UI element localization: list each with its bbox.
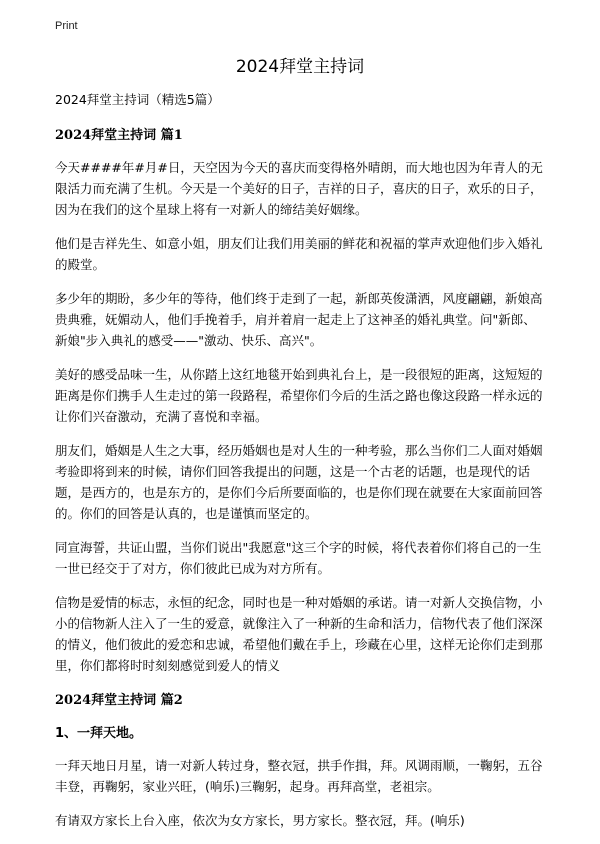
paragraph: 今天####年#月#日，天空因为今天的喜庆而变得格外晴朗，而大地也因为年青人的无限活力而充满了生机。今天是一个美好的日子，吉祥的日子，喜庆的日子，欢乐的日子，因为在我们的这个星球上将有一对新人的缔结美好姻缘。 <box>55 160 543 217</box>
document-subtitle: 2024拜堂主持词（精选5篇） <box>55 92 220 107</box>
paragraph: 有请双方家长上台入座，依次为女方家长，男方家长。整衣冠，拜。(响乐) <box>55 813 465 828</box>
paragraph: 一拜天地日月星，请一对新人转过身，整衣冠，拱手作揖，拜。风调雨顺，一鞠躬，五谷丰登，再鞠躬，家业兴旺，(响乐)三鞠躬，起身。再拜高堂，老祖宗。 <box>55 758 543 794</box>
paragraph: 信物是爱情的标志，永恒的纪念，同时也是一种对婚姻的承诺。请一对新人交换信物，小小的信物新人注入了一生的爱意，就像注入了一种新的生命和活力，信物代表了他们深深的情义，他们彼此的爱恋和忠诚，希望他们戴在手上，珍藏在心里，这样无论你们走到那里，你们都将时时刻刻感觉到爱人的情义 <box>55 595 543 673</box>
paragraph: 他们是吉祥先生、如意小姐，朋友们让我们用美丽的鲜花和祝福的掌声欢迎他们步入婚礼的殿堂。 <box>55 236 543 272</box>
print-label: Print <box>55 20 78 32</box>
paragraph: 美好的感受品味一生，从你踏上这红地毯开始到典礼台上，是一段很短的距离，这短短的距离是你们携手人生走过的第一段路程，希望你们今后的生活之路也像这段路一样永远的让你们兴奋激动，充满了喜悦和幸福。 <box>55 367 543 424</box>
page-title: 2024拜堂主持词 <box>235 57 365 77</box>
section-heading: 2024拜堂主持词 篇1 <box>55 128 183 143</box>
paragraph: 同宣海誓，共证山盟，当你们说出"我愿意"这三个字的时候，将代表着你们将自己的一生一世已经交于了对方，你们彼此已成为对方所有。 <box>55 540 542 576</box>
paragraph: 多少年的期盼，多少年的等待，他们终于走到了一起，新郎英俊潇洒，风度翩翩，新娘高贵典雅，妩媚动人，他们手挽着手，肩并着肩一起走上了这神圣的婚礼典堂。问"新郎、新娘"步入典礼的感受——"激动、快乐、高兴"。 <box>55 291 543 348</box>
document-body <box>55 90 545 844</box>
paragraph: 朋友们，婚姻是人生之大事，经历婚姻也是对人生的一种考验，那么当你们二人面对婚姻考验即将到来的时候，请你们回答我提出的问题，这是一个古老的话题，也是现代的话题，是西方的，也是东方的，是你们今后所要面临的，也是你们现在就要在大家面前回答的。你们的回答是认真的，也是谨慎而坚定的。 <box>55 443 543 521</box>
section-heading: 2024拜堂主持词 篇2 <box>55 693 183 708</box>
subsection-heading: 1、一拜天地。 <box>55 726 143 741</box>
